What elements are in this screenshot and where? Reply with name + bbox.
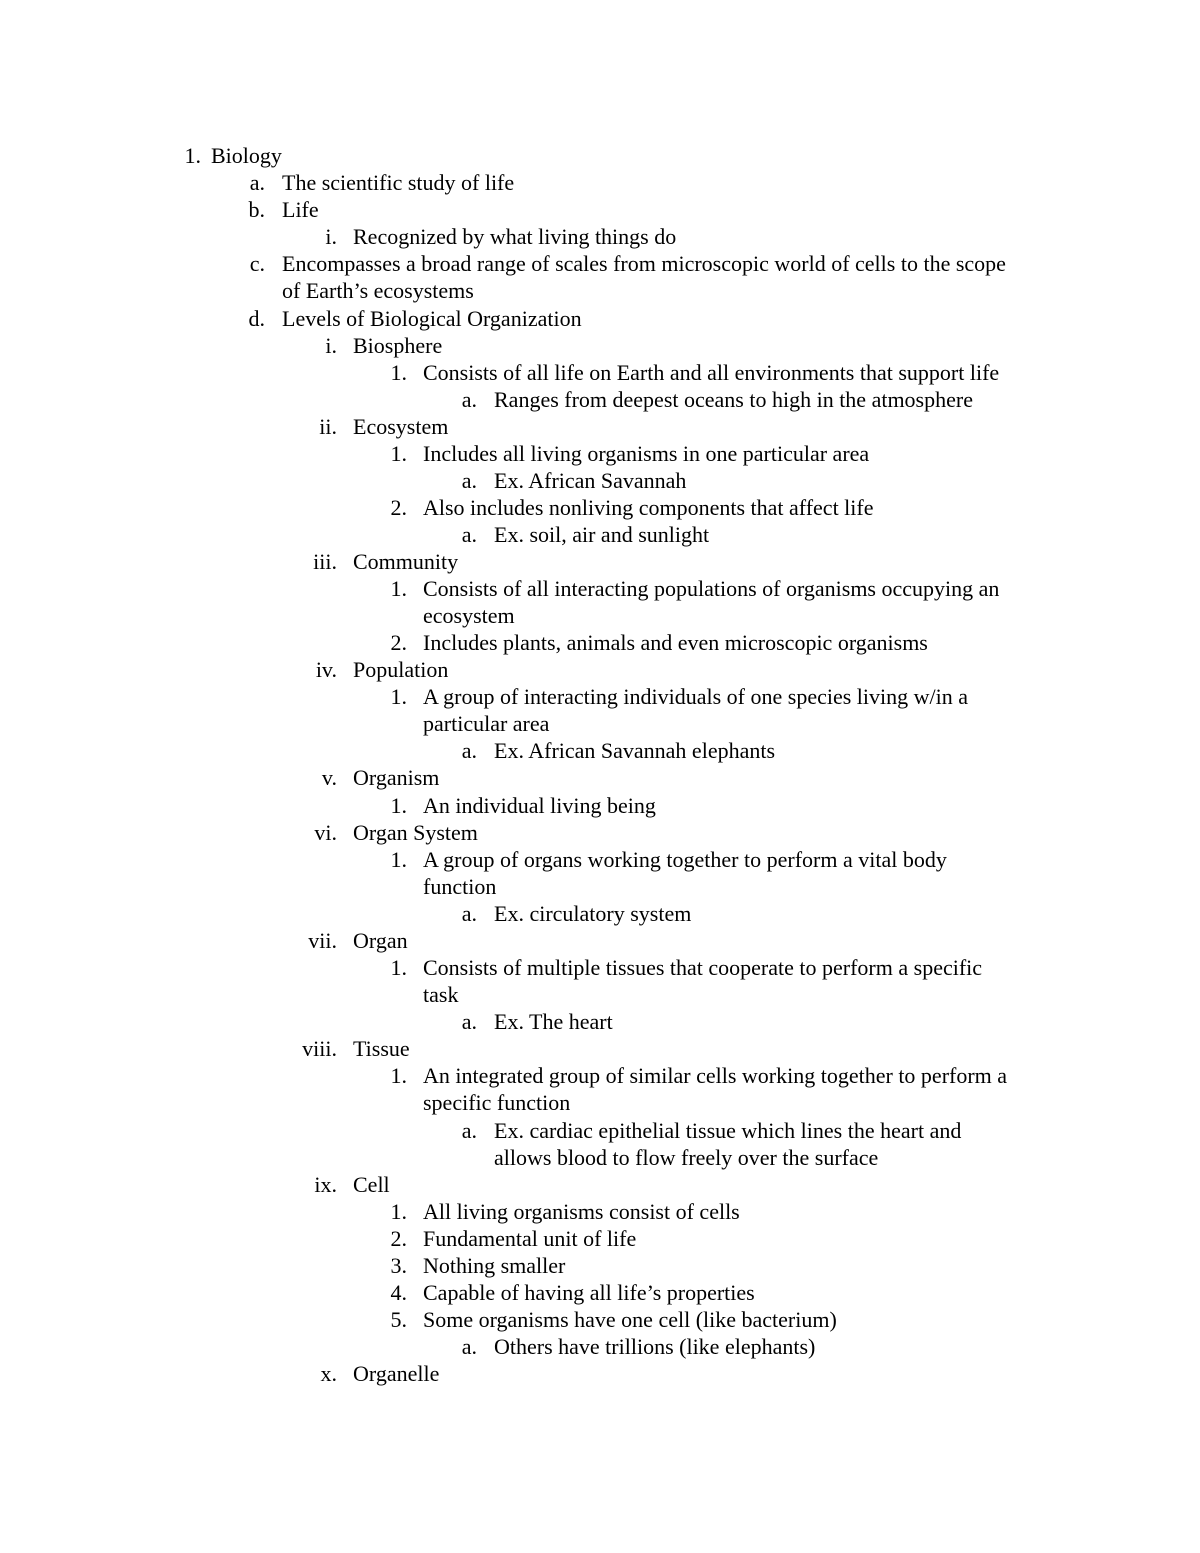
outline-item-biosphere-detail [0, 359, 1200, 386]
list-marker: i. [325, 333, 337, 358]
list-item-text: A group of organs working together to perform a vital body [423, 847, 947, 872]
list-item-text: Organelle [353, 1361, 440, 1386]
list-marker: 1. [390, 441, 407, 466]
outline-item-organism [0, 764, 1200, 791]
list-marker: 5. [390, 1307, 407, 1332]
outline-item-community-plants [0, 629, 1200, 656]
list-marker: a. [461, 1118, 477, 1143]
outline-item-organ-example [0, 1008, 1200, 1035]
outline-item-ecosystem [0, 413, 1200, 440]
list-marker: a. [461, 1334, 477, 1359]
outline-item-tissue-example [0, 1117, 1200, 1144]
list-item-text: Includes plants, animals and even microscopic organisms [423, 630, 928, 655]
outline-item-organ-system-detail-continued [0, 873, 1200, 900]
list-item-text: Consists of multiple tissues that cooperate to perform a specific [423, 955, 983, 980]
outline-item-scales-continued [0, 277, 1200, 304]
list-item-text: Ex. African Savannah elephants [494, 738, 776, 763]
list-marker: c. [249, 251, 265, 276]
outline-item-definition [0, 169, 1200, 196]
list-item-text: Tissue [353, 1036, 410, 1061]
list-item-text: Ex. circulatory system [494, 901, 692, 926]
list-marker: a. [461, 468, 477, 493]
list-item-text: Ex. African Savannah [494, 468, 687, 493]
list-item-text: An individual living being [423, 793, 656, 818]
list-marker: a. [461, 1009, 477, 1034]
outline-item-community-populations [0, 575, 1200, 602]
outline-item-organ-detail [0, 954, 1200, 981]
list-marker: b. [248, 197, 265, 222]
outline-item-life [0, 196, 1200, 223]
list-item-text: Consists of all life on Earth and all environments that support life [423, 360, 1000, 385]
list-marker: vi. [314, 820, 337, 845]
list-item-text: Consists of all interacting populations of organisms occupying an [423, 576, 1000, 601]
list-item-text: Population [353, 657, 449, 682]
list-marker: 1. [390, 684, 407, 709]
list-item-text: A group of interacting individuals of one species living w/in a [423, 684, 969, 709]
outline-item-population-group [0, 683, 1200, 710]
outline-item-cell-4 [0, 1279, 1200, 1306]
list-marker: 1. [390, 1063, 407, 1088]
outline-item-tissue-detail-continued [0, 1089, 1200, 1116]
list-marker: 2. [390, 630, 407, 655]
list-item-text: Ex. cardiac epithelial tissue which lines the heart and [494, 1118, 962, 1143]
outline-item-population-example [0, 737, 1200, 764]
outline-item-tissue [0, 1035, 1200, 1062]
list-item-text: particular area [423, 711, 550, 736]
list-item-text: Biosphere [353, 333, 443, 358]
outline-item-levels [0, 305, 1200, 332]
list-marker: iv. [315, 657, 337, 682]
list-item-text: task [423, 982, 459, 1007]
list-marker: iii. [313, 549, 337, 574]
list-item-text: Organism [353, 765, 440, 790]
list-marker: viii. [302, 1036, 337, 1061]
outline-item-biology [0, 142, 1200, 169]
outline-item-organism-detail [0, 792, 1200, 819]
outline-item-population-group-continued [0, 710, 1200, 737]
list-item-text: Life [282, 197, 319, 222]
outline-item-ecosystem-living [0, 440, 1200, 467]
list-item-text: Cell [353, 1172, 390, 1197]
list-item-text: Also includes nonliving components that affect life [423, 495, 874, 520]
outline-item-cell-3 [0, 1252, 1200, 1279]
list-marker: x. [320, 1361, 337, 1386]
list-item-text: Others have trillions (like elephants) [494, 1334, 816, 1359]
list-item-text: of Earth’s ecosystems [282, 278, 474, 303]
outline-item-life-recognized [0, 223, 1200, 250]
list-marker: 1. [390, 955, 407, 980]
outline-item-cell-5 [0, 1306, 1200, 1333]
outline-item-cell-5-example [0, 1333, 1200, 1360]
list-marker: 2. [390, 1226, 407, 1251]
list-marker: 2. [390, 495, 407, 520]
list-item-text: Ranges from deepest oceans to high in the atmosphere [494, 387, 973, 412]
list-item-text: Organ [353, 928, 408, 953]
list-marker: ii. [319, 414, 337, 439]
outline-item-population [0, 656, 1200, 683]
list-item-text: function [423, 874, 497, 899]
list-marker: vii. [308, 928, 337, 953]
list-marker: 3. [390, 1253, 407, 1278]
outline-item-organ-system [0, 819, 1200, 846]
outline-item-organelle [0, 1360, 1200, 1387]
outline-item-cell [0, 1171, 1200, 1198]
outline-item-cell-2 [0, 1225, 1200, 1252]
outline-item-cell-1 [0, 1198, 1200, 1225]
list-item-text: Includes all living organisms in one particular area [423, 441, 870, 466]
list-item-text: Ex. The heart [494, 1009, 613, 1034]
outline-item-ecosystem-example [0, 467, 1200, 494]
outline-item-nonliving-example [0, 521, 1200, 548]
list-item-text: Capable of having all life’s properties [423, 1280, 755, 1305]
list-marker: a. [461, 387, 477, 412]
list-marker: a. [461, 738, 477, 763]
outline-item-community [0, 548, 1200, 575]
outline-item-organ-detail-continued [0, 981, 1200, 1008]
outline-item-organ-system-example [0, 900, 1200, 927]
list-item-text: All living organisms consist of cells [423, 1199, 740, 1224]
outline-item-ecosystem-nonliving [0, 494, 1200, 521]
list-item-text: Encompasses a broad range of scales from microscopic world of cells to the scope [282, 251, 1006, 276]
outline-item-biosphere-example [0, 386, 1200, 413]
list-marker: 1. [390, 360, 407, 385]
list-item-text: Biology [211, 143, 282, 168]
list-item-text: Ecosystem [353, 414, 449, 439]
list-item-text: Nothing smaller [423, 1253, 566, 1278]
list-item-text: The scientific study of life [282, 170, 515, 195]
outline-item-tissue-example-continued [0, 1144, 1200, 1171]
list-item-text: Recognized by what living things do [353, 224, 677, 249]
list-marker: 1. [390, 1199, 407, 1224]
list-marker: d. [248, 306, 265, 331]
outline-item-biosphere [0, 332, 1200, 359]
outline-item-tissue-detail [0, 1062, 1200, 1089]
list-item-text: Community [353, 549, 459, 574]
outline-item-organ [0, 927, 1200, 954]
list-marker: 1. [390, 793, 407, 818]
list-item-text: allows blood to flow freely over the surface [494, 1145, 879, 1170]
list-item-text: Some organisms have one cell (like bacterium) [423, 1307, 837, 1332]
list-marker: ix. [314, 1172, 337, 1197]
list-item-text: Levels of Biological Organization [282, 306, 582, 331]
list-item-text: specific function [423, 1090, 571, 1115]
list-marker: a. [461, 522, 477, 547]
outline-item-scales [0, 250, 1200, 277]
list-marker: a. [461, 901, 477, 926]
list-marker: i. [325, 224, 337, 249]
list-item-text: Fundamental unit of life [423, 1226, 637, 1251]
list-marker: a. [249, 170, 265, 195]
list-marker: 1. [390, 847, 407, 872]
list-item-text: An integrated group of similar cells working together to perform a [423, 1063, 1008, 1088]
outline-item-organ-system-detail [0, 846, 1200, 873]
list-marker: v. [321, 765, 337, 790]
outline-item-community-populations-continued [0, 602, 1200, 629]
list-marker: 1. [184, 143, 201, 168]
list-item-text: ecosystem [423, 603, 515, 628]
list-marker: 4. [390, 1280, 407, 1305]
list-item-text: Organ System [353, 820, 478, 845]
list-item-text: Ex. soil, air and sunlight [494, 522, 710, 547]
list-marker: 1. [390, 576, 407, 601]
